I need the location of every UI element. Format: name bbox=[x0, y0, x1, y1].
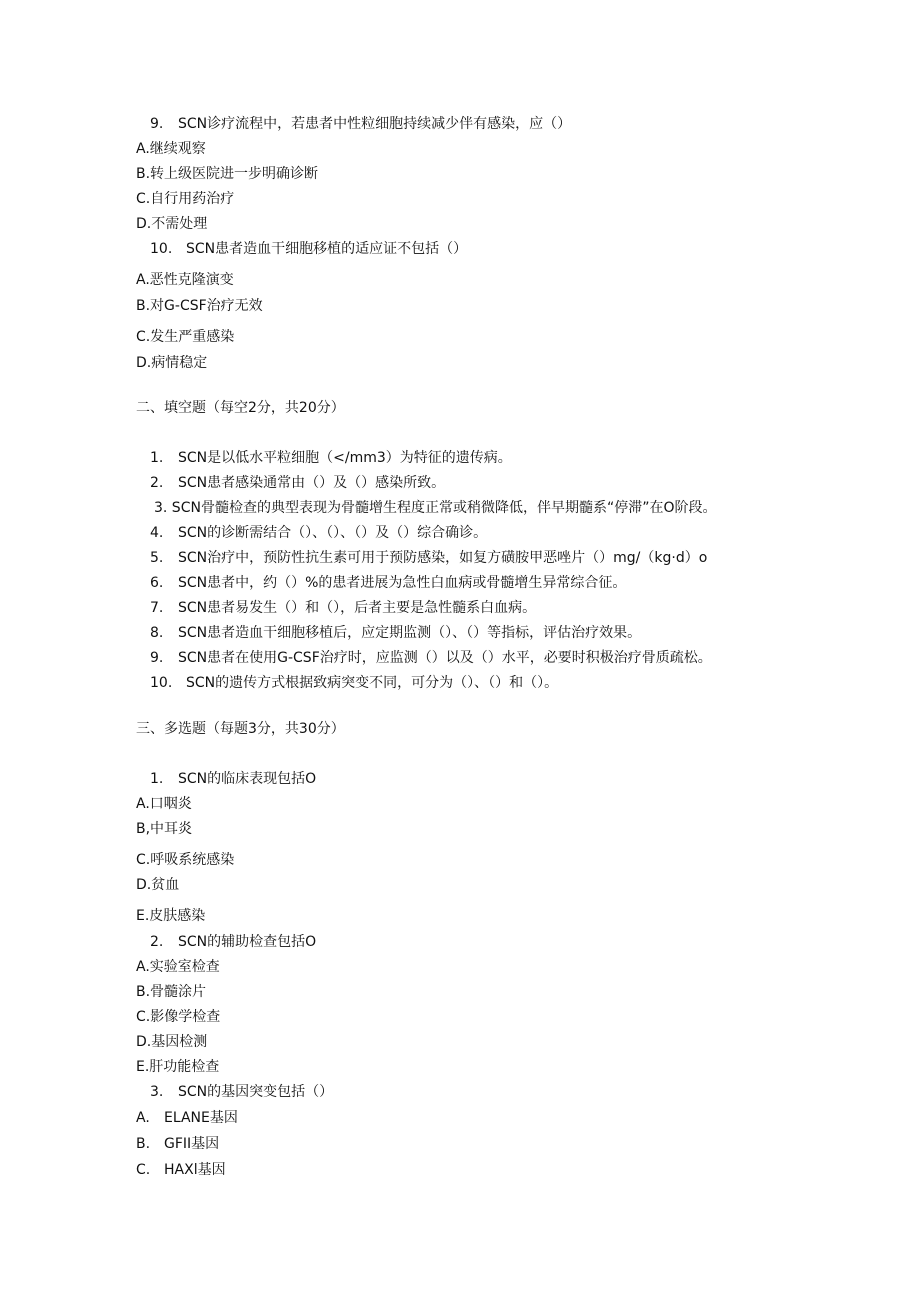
option-letter: C. bbox=[136, 1162, 151, 1178]
question-text: SCN的基因突变包括（） bbox=[178, 1084, 334, 1100]
fill-item-10 bbox=[150, 673, 558, 693]
fill-item-2 bbox=[150, 473, 445, 493]
item-text: 3. SCN骨髓检查的典型表现为骨髓增生程度正常或稍微降低，伴早期髓系“停滞”在O阶段。 bbox=[154, 500, 717, 516]
option-text: GFII基因 bbox=[164, 1136, 220, 1152]
fill-item-9 bbox=[150, 648, 712, 668]
item-text: SCN患者感染通常由（）及（）感染所致。 bbox=[178, 475, 446, 491]
option-a: A.口咽炎 bbox=[136, 796, 192, 812]
item-text: SCN患者在使用G-CSF治疗时，应监测（）以及（）水平，必要时积极治疗骨质疏松。 bbox=[178, 650, 712, 666]
option-d: D.贫血 bbox=[136, 877, 180, 893]
section-title-fill-in: 二、填空题（每空2分，共20分） bbox=[136, 400, 345, 416]
item-number: 5. bbox=[150, 550, 164, 566]
question-text: SCN患者造血干细胞移植的适应证不包括（） bbox=[186, 241, 468, 257]
option-c: C.自行用药治疗 bbox=[136, 191, 235, 207]
option-b: B.对G-CSF治疗无效 bbox=[136, 298, 263, 314]
option-b: B.骨髓涂片 bbox=[136, 984, 207, 1000]
item-number: 6. bbox=[150, 575, 164, 591]
item-number: 9. bbox=[150, 650, 164, 666]
fill-item-7 bbox=[150, 598, 536, 618]
question-number: 2. bbox=[150, 934, 164, 950]
option-letter: A. bbox=[136, 1110, 150, 1126]
fill-item-8 bbox=[150, 623, 641, 643]
fill-item-1 bbox=[150, 448, 512, 468]
option-a: A.继续观察 bbox=[136, 141, 206, 157]
item-number: 10. bbox=[150, 675, 173, 691]
item-text: SCN患者中，约（）%的患者进展为急性白血病或骨髓增生异常综合征。 bbox=[178, 575, 627, 591]
fill-item-6 bbox=[150, 573, 626, 593]
mc-question-2 bbox=[150, 932, 316, 952]
item-number: 4. bbox=[150, 525, 164, 541]
question-10 bbox=[150, 239, 467, 259]
question-number: 3. bbox=[150, 1084, 164, 1100]
option-b: B.转上级医院进一步明确诊断 bbox=[136, 166, 319, 182]
option-d: D.基因检测 bbox=[136, 1034, 208, 1050]
mc-question-1 bbox=[150, 769, 316, 789]
item-text: SCN患者易发生（）和（），后者主要是急性髓系白血病。 bbox=[178, 600, 537, 616]
question-text: SCN的临床表现包括O bbox=[178, 771, 317, 787]
option-c: C.影像学检查 bbox=[136, 1009, 221, 1025]
option-e: E.皮肤感染 bbox=[136, 908, 206, 924]
option-c: C.呼吸系统感染 bbox=[136, 852, 235, 868]
item-text: SCN是以低水平粒细胞（</mm3）为特征的遗传病。 bbox=[178, 450, 512, 466]
mc-question-3 bbox=[150, 1082, 333, 1102]
option-a bbox=[136, 1108, 238, 1128]
item-number: 1. bbox=[150, 450, 164, 466]
item-text: SCN的诊断需结合（）、（）、（）及（）综合确诊。 bbox=[178, 525, 488, 541]
question-text: SCN的辅助检查包括O bbox=[178, 934, 317, 950]
option-d: D.不需处理 bbox=[136, 216, 208, 232]
option-letter: B. bbox=[136, 1136, 151, 1152]
question-number: 10. bbox=[150, 241, 173, 257]
question-9 bbox=[150, 114, 571, 134]
option-c bbox=[136, 1160, 226, 1180]
option-e: E.肝功能检查 bbox=[136, 1059, 220, 1075]
item-text: SCN患者造血干细胞移植后，应定期监测（）、（）等指标，评估治疗效果。 bbox=[178, 625, 642, 641]
option-a: A.恶性克隆演变 bbox=[136, 272, 234, 288]
item-number: 2. bbox=[150, 475, 164, 491]
question-number: 1. bbox=[150, 771, 164, 787]
option-text: ELANE基因 bbox=[164, 1110, 238, 1126]
item-text: SCN的遗传方式根据致病突变不同，可分为（）、（）和（）。 bbox=[186, 675, 559, 691]
option-b: B,中耳炎 bbox=[136, 821, 193, 837]
option-c: C.发生严重感染 bbox=[136, 329, 235, 345]
option-b bbox=[136, 1134, 219, 1154]
question-number: 9. bbox=[150, 116, 164, 132]
question-text: SCN诊疗流程中，若患者中性粒细胞持续减少伴有感染，应（） bbox=[178, 116, 572, 132]
option-d: D.病情稳定 bbox=[136, 355, 208, 371]
fill-item-4 bbox=[150, 523, 487, 543]
item-text: SCN治疗中，预防性抗生素可用于预防感染，如复方磺胺甲恶唑片（）mg/（kg·d）o bbox=[178, 550, 708, 566]
fill-item-5 bbox=[150, 548, 707, 568]
fill-item-3 bbox=[154, 498, 716, 518]
item-number: 8. bbox=[150, 625, 164, 641]
section-title-multiple-choice: 三、多选题（每题3分，共30分） bbox=[136, 721, 345, 737]
item-number: 7. bbox=[150, 600, 164, 616]
option-a: A.实验室检查 bbox=[136, 959, 220, 975]
option-text: HAXl基因 bbox=[164, 1162, 226, 1178]
